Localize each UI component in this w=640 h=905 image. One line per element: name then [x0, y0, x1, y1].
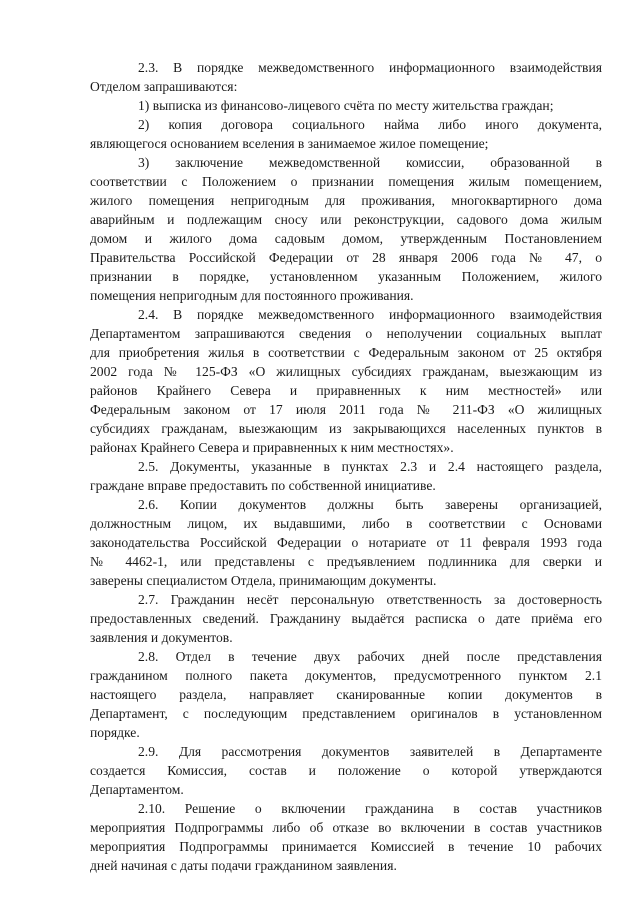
text-line: Федеральным законом от 17 июля 2011 года № 211-ФЗ «О жилищных [90, 402, 602, 417]
text-line: 2.5. Документы, указанные в пунктах 2.3 и 2.4 настоящего раздела, [138, 459, 602, 474]
text-line: должностным лицом, их выдавшими, либо в соответствии с Основами [90, 516, 602, 531]
text-line: субсидиях гражданам, выезжающим из закрывающихся населенных пунктов в [90, 421, 602, 436]
paragraph-p-2-3-3 [90, 153, 602, 305]
paragraph-p-2-4 [90, 305, 602, 457]
text-line: Отделом запрашиваются: [90, 79, 238, 94]
text-line: домом и жилого дома садовым домом, утвержденным Постановлением [90, 231, 602, 246]
text-line: мероприятия Подпрограммы принимается Комиссией в течение 10 рабочих [90, 839, 602, 854]
text-line: аварийным и подлежащим сносу или реконструкции, садового дома жилым [90, 212, 602, 227]
text-line: дней начиная с даты подачи гражданином заявления. [90, 858, 397, 873]
text-line: помещения непригодным для постоянного проживания. [90, 288, 414, 303]
text-line: для приобретения жилья в соответствии с Федеральным законом от 25 октября [90, 345, 602, 360]
text-line: 2.3. В порядке межведомственного информационного взаимодействия [138, 60, 602, 75]
text-line: 2.8. Отдел в течение двух рабочих дней после представления [138, 649, 602, 664]
text-line: Департамент, с последующим представлением оригиналов в установленном [90, 706, 602, 721]
text-line: создается Комиссия, состав и положение о которой утверждаются [90, 763, 602, 778]
paragraph-p-2-5 [90, 457, 602, 495]
text-line: заявления и документов. [90, 630, 233, 645]
text-line: 2002 года № 125-ФЗ «О жилищных субсидиях гражданам, выезжающим из [90, 364, 602, 379]
paragraph-p-2-3-2 [90, 115, 602, 153]
text-line: 2.7. Гражданин несёт персональную ответственность за достоверность [138, 592, 602, 607]
text-line: гражданином полного пакета документов, предусмотренного пунктом 2.1 [90, 668, 602, 683]
paragraph-p-2-9 [90, 742, 602, 799]
text-line: 2.9. Для рассмотрения документов заявителей в Департаменте [138, 744, 602, 759]
text-line: 2.6. Копии документов должны быть заверены организацией, [138, 497, 602, 512]
text-line: Департаментом. [90, 782, 184, 797]
text-line: соответствии с Положением о признании помещения жилым помещением, [90, 174, 602, 189]
text-line: настоящего раздела, направляет сканированные копии документов в [90, 687, 602, 702]
paragraph-p-2-8 [90, 647, 602, 742]
text-line: № 4462-1, или представлены с предъявлением подлинника для сверки и [90, 554, 602, 569]
text-line: мероприятия Подпрограммы либо об отказе во включении в состав участников [90, 820, 602, 835]
paragraph-p-2-7 [90, 590, 602, 647]
text-line: заверены специалистом Отдела, принимающим документы. [90, 573, 437, 588]
paragraph-p-2-10 [90, 799, 602, 875]
text-line: граждане вправе предоставить по собственной инициативе. [90, 478, 436, 493]
text-line: предоставленных сведений. Гражданину выдаётся расписка о дате приёма его [90, 611, 602, 626]
text-line: Департаментом запрашиваются сведения о неполучении социальных выплат [90, 326, 602, 341]
text-line: Правительства Российской Федерации от 28 января 2006 года № 47, о [90, 250, 602, 265]
paragraph-p-2-3-1 [90, 96, 602, 115]
text-line: районах Крайнего Севера и приравненных к ним местностях». [90, 440, 454, 455]
document-body [90, 58, 602, 875]
text-line: порядке. [90, 725, 140, 740]
text-line: районов Крайнего Севера и приравненных к ним местностей» или [90, 383, 602, 398]
text-line: признании в порядке, установленном указанным Положением, жилого [90, 269, 602, 284]
text-line: 3) заключение межведомственной комиссии, образованной в [138, 155, 602, 170]
text-line: 1) выписка из финансово-лицевого счёта по месту жительства граждан; [138, 98, 554, 113]
paragraph-p-2-6 [90, 495, 602, 590]
text-line: 2.10. Решение о включении гражданина в состав участников [138, 801, 602, 816]
text-line: законодательства Российской Федерации о нотариате от 11 февраля 1993 года [90, 535, 602, 550]
paragraph-p-2-3 [90, 58, 602, 96]
text-line: 2) копия договора социального найма либо иного документа, [138, 117, 602, 132]
text-line: являющегося основанием вселения в занимаемое жилое помещение; [90, 136, 489, 151]
text-line: жилого помещения непригодным для проживания, многоквартирного дома [90, 193, 602, 208]
text-line: 2.4. В порядке межведомственного информационного взаимодействия [138, 307, 602, 322]
